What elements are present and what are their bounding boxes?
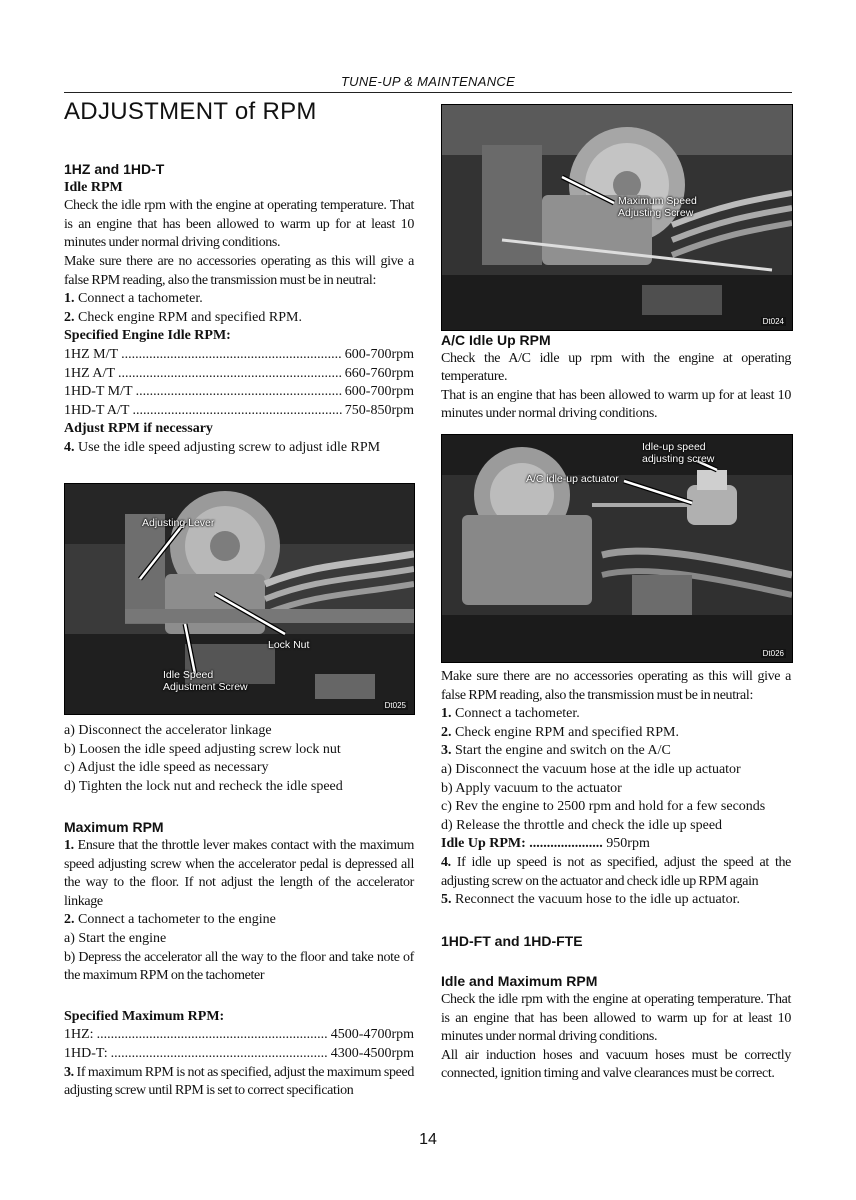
ac-sub-step: a) Disconnect the vacuum hose at the idle up actuator [441,761,741,777]
max-step-2: 2. Connect a tachometer to the engine [64,912,276,928]
ac-step-3: 3. Start the engine and switch on the A/C [441,743,671,759]
spec-max-heading: Specified Maximum RPM: [64,1008,225,1024]
engine-photo-idle-screw [64,483,415,715]
left-column-bottom [64,722,414,1101]
step-1: 1. Connect a tachometer. [64,291,203,307]
photo-code: Dt025 [384,701,406,710]
sub-step: b) Loosen the idle speed adjusting screw lock nut [64,741,341,757]
idle-rpm-heading: Idle RPM [64,179,123,195]
engine-photo-ac-idle-up [441,434,793,663]
ac-sub-step: c) Rev the engine to 2500 rpm and hold for a few seconds [441,799,766,815]
label-max-speed-screw: Maximum Speed Adjusting Screw [618,195,697,219]
section-heading-1hd-ft: 1HD-FT and 1HD-FTE [441,932,583,949]
right-column-top [441,331,791,424]
header-rule [64,92,792,93]
ac-step-2: 2. Check engine RPM and specified RPM. [441,724,679,740]
ac-sub-step: d) Release the throttle and check the idle up speed [441,817,723,833]
max-step-1: 1. Ensure that the throttle lever makes contact with the maximum speed adjusting screw when the accelerator pedal is depressed all the way to the floor. If not adjust the length of the accelerator linkage [64,837,414,909]
spec-row: 1HD-T: ..... 4300-4500rpm [64,1045,414,1064]
idle-up-rpm-spec: Idle Up RPM: ..................... 950rpm [441,836,650,852]
adjust-heading: Adjust RPM if necessary [64,421,213,437]
step-2: 2. Check engine RPM and specified RPM. [64,309,302,325]
engine-photo-max-speed-screw [441,104,793,331]
photo-code: Dt026 [762,649,784,658]
spec-row: 1HZ: ..... 4500-4700rpm [64,1026,414,1045]
ac-step-4: 4. If idle up speed is not as specified, adjust the speed at the adjusting screw on the actuator and check idle up RPM again [441,854,791,889]
label-lock-nut: Lock Nut [268,639,310,651]
left-column-top [64,160,414,458]
sub-step: c) Adjust the idle speed as necessary [64,760,269,776]
sub-step: a) Disconnect the accelerator linkage [64,723,272,738]
ac-step-1: 1. Connect a tachometer. [441,706,580,722]
idle-paragraph-1: Check the idle rpm with the engine at operating temperature. That is an engine that has been allowed to warm up for at least 10 minutes under normal driving conditions. [64,198,414,251]
page-number: 14 [419,1131,437,1148]
ac-paragraph-2: That is an engine that has been allowed to warm up for at least 10 minutes under normal driving conditions. [441,387,791,422]
spec-idle-heading: Specified Engine Idle RPM: [64,328,231,344]
ac-idle-up-heading: A/C Idle Up RPM [441,332,551,348]
max-step-b: b) Depress the accelerator all the way to the floor and take note of the maximum RPM on the tachometer [64,949,414,984]
max-step-3: 3. If maximum RPM is not as specified, adjust the maximum speed adjusting screw until RPM is set to correct specification [64,1064,414,1099]
ac-sub-step: b) Apply vacuum to the actuator [441,780,622,796]
max-step-a: a) Start the engine [64,930,167,946]
sub-step: d) Tighten the lock nut and recheck the idle speed [64,778,343,794]
spec-row: 1HD-T A/T ..... 750-850rpm [64,402,414,421]
ac-paragraph-1: Check the A/C idle up rpm with the engine at operating temperature. [441,350,791,385]
label-adjusting-lever: Adjusting Lever [142,517,215,529]
section-heading-1hz: 1HZ and 1HD-T [64,161,165,177]
idle-max-rpm-heading: Idle and Maximum RPM [441,973,598,990]
right-column-bottom [441,668,791,1084]
photo-code: Dt024 [762,317,784,326]
running-header: TUNE-UP & MAINTENANCE [340,74,516,89]
maximum-rpm-heading: Maximum RPM [64,819,164,836]
page-title: ADJUSTMENT of RPM [64,98,317,125]
ac-paragraph-3: Make sure there are no accessories operating as this will give a false RPM reading, also the transmission must be in neutral: [441,669,791,703]
label-idle-up-screw: Idle-up speed adjusting screw [642,441,715,465]
label-ac-actuator: A/C idle-up actuator [526,473,619,485]
idle-paragraph-2: Make sure there are no accessories operating as this will give a false RPM reading, also the transmission must be in neutral: [64,253,414,288]
label-idle-speed-screw: Idle Speed Adjustment Screw [163,669,248,693]
fte-paragraph-2: All air induction hoses and vacuum hoses must be correctly connected, ignition timing and valve clearances must be correct. [441,1047,791,1082]
spec-row: 1HD-T M/T ..... 600-700rpm [64,383,414,402]
spec-row: 1HZ A/T ..... 660-760rpm [64,365,414,384]
spec-row: 1HZ M/T ..... 600-700rpm [64,346,414,365]
fte-paragraph-1: Check the idle rpm with the engine at operating temperature. That is an engine that has been allowed to warm up for at least 10 minutes under normal driving conditions. [441,991,791,1045]
ac-step-5: 5. Reconnect the vacuum hose to the idle up actuator. [441,892,740,908]
step-4: 4. Use the idle speed adjusting screw to adjust idle RPM [64,439,381,455]
